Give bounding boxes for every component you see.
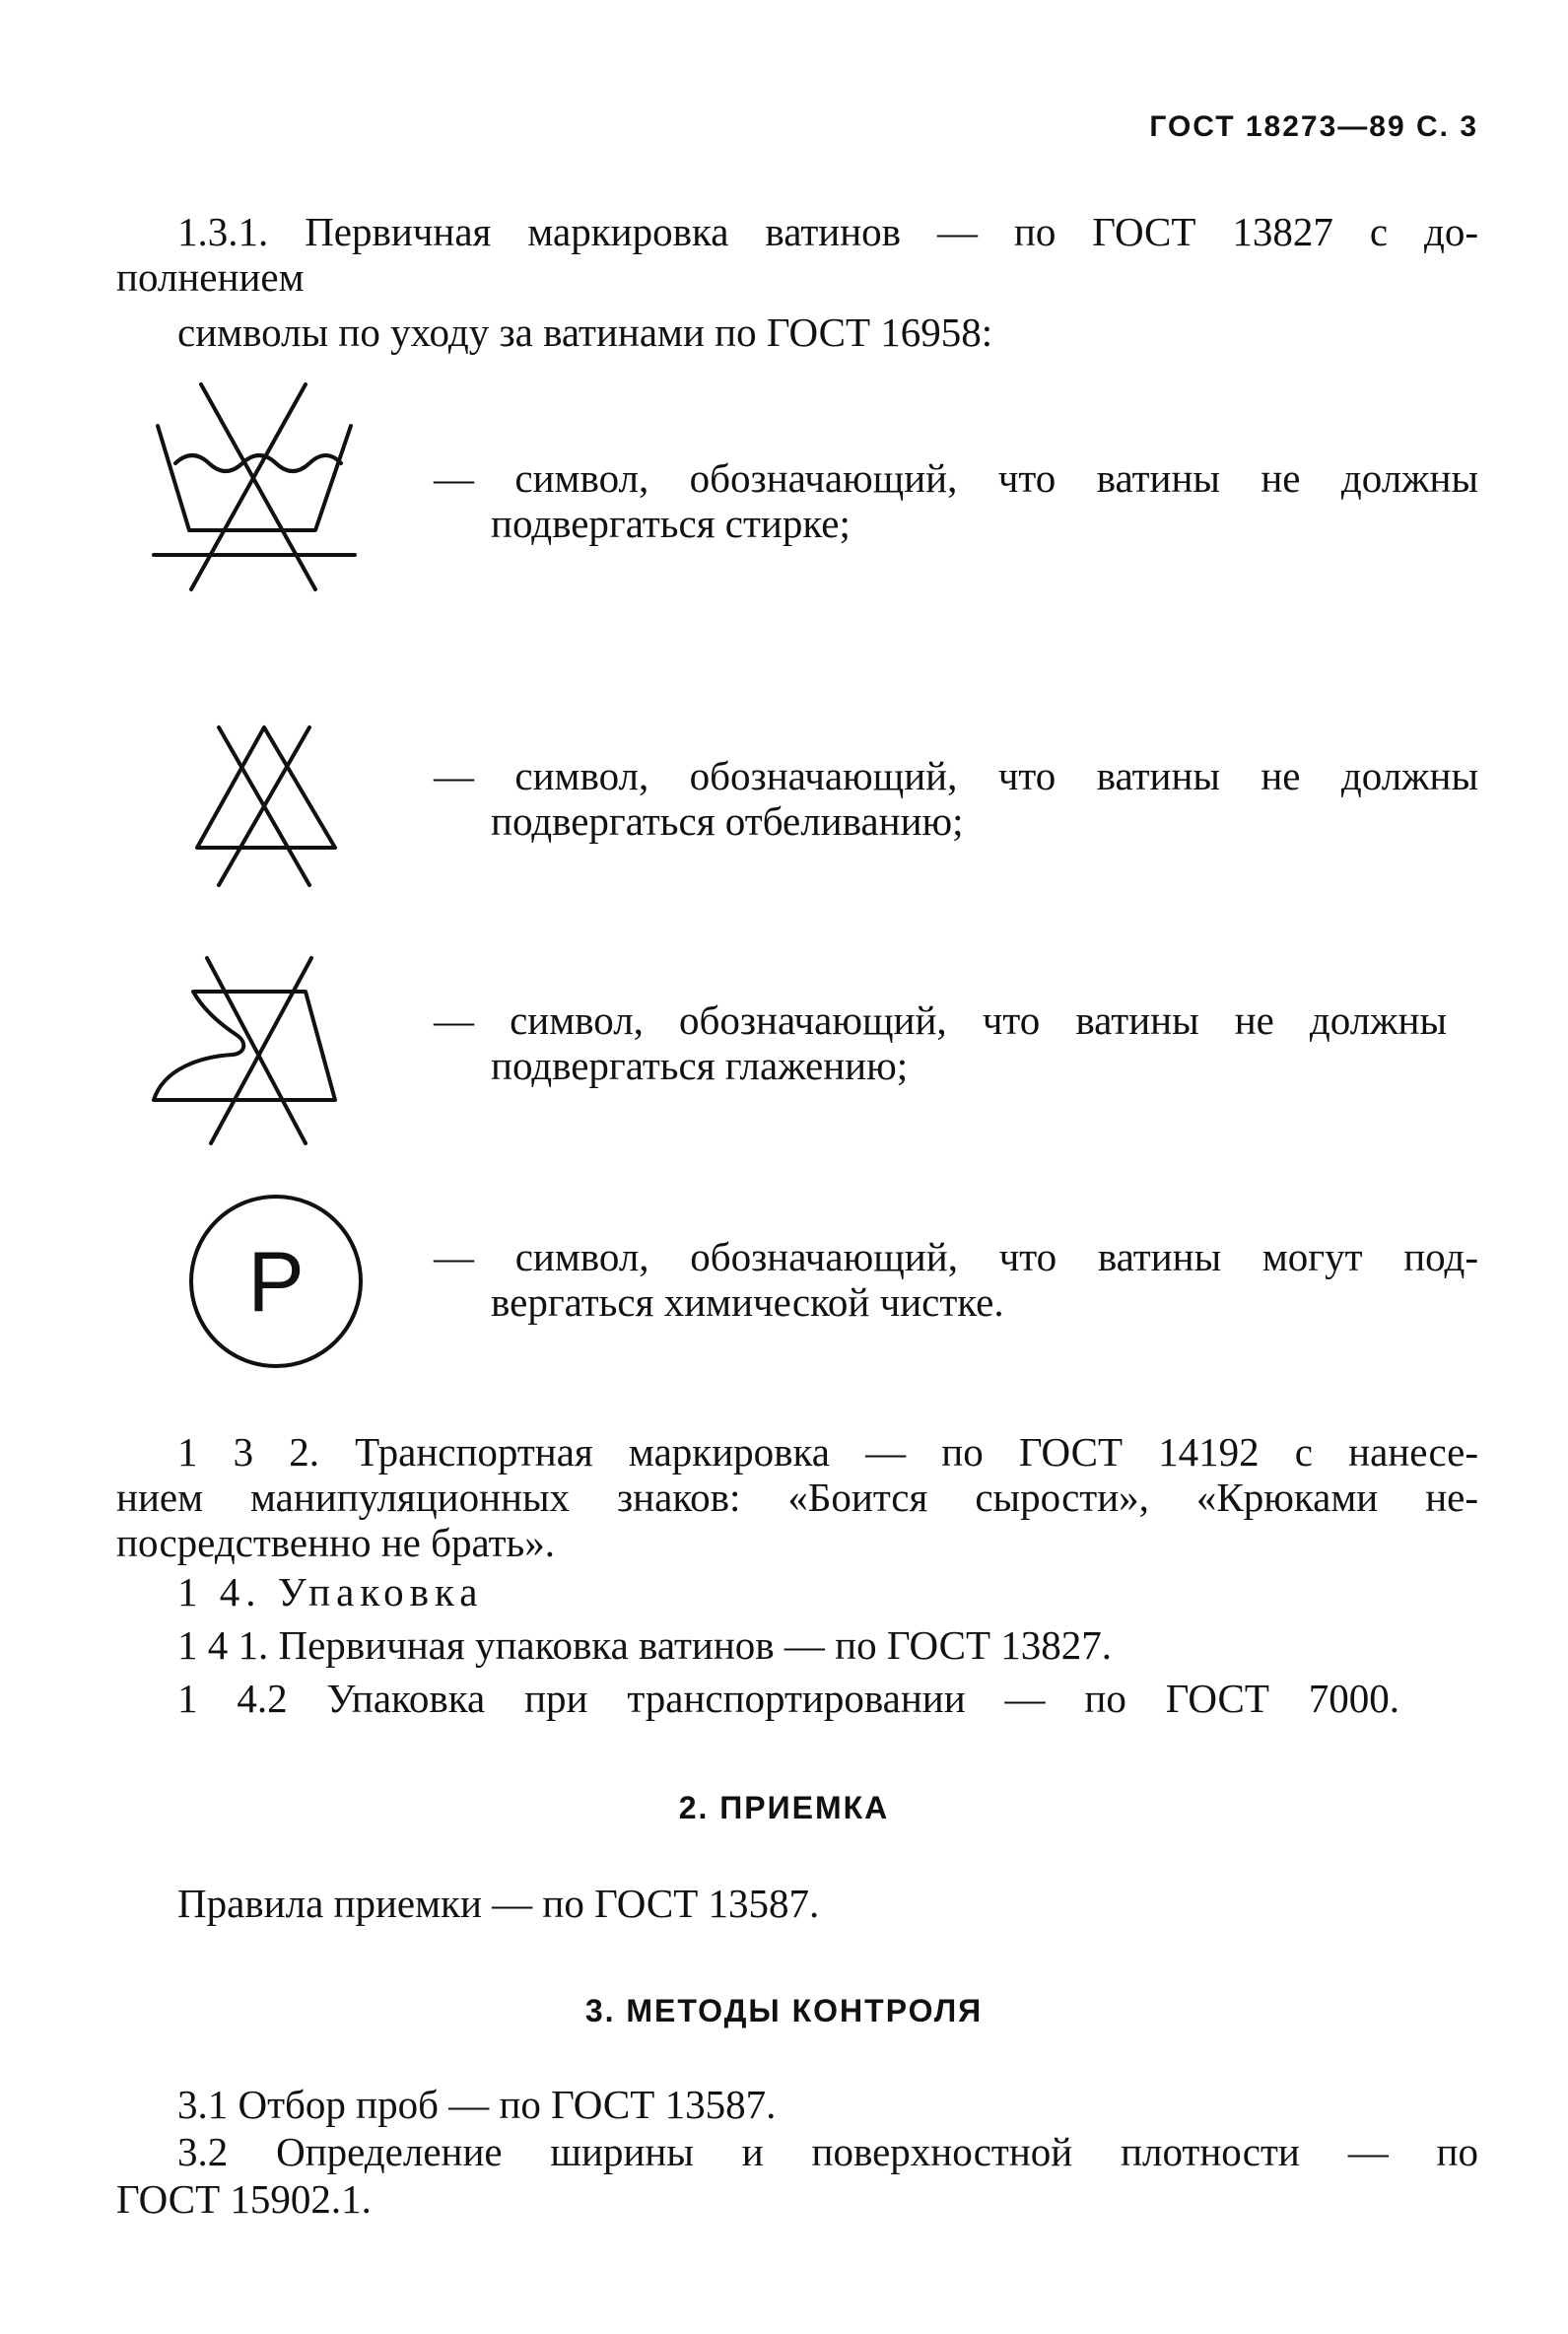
symbol-3-desc-line-1: — символ, обозначающий, что ватины не должны <box>434 997 1447 1043</box>
section-2-heading: 2. ПРИЕМКА <box>678 1790 890 1825</box>
no-iron-icon <box>148 958 355 1145</box>
symbol-4-desc-line-1: — символ, обозначающий, что ватины могут под- <box>434 1234 1478 1279</box>
dry-clean-p-letter: P <box>247 1235 305 1330</box>
section-3-heading: 3. МЕТОДЫ КОНТРОЛЯ <box>584 1993 984 2028</box>
dry-clean-p-icon <box>187 1193 365 1370</box>
para-1-3-1-line-3: символы по уходу за ватинами по ГОСТ 16958: <box>177 309 993 355</box>
page-header: ГОСТ 18273—89 С. 3 <box>1149 110 1478 143</box>
symbol-2-desc-line-1: — символ, обозначающий, что ватины не должны <box>434 753 1478 798</box>
symbol-3-desc-line-2: подвергаться глажению; <box>491 1043 909 1088</box>
section-2-text: Правила приемки — по ГОСТ 13587. <box>177 1881 820 1926</box>
section-1-4-title: 1 4. Упаковка <box>177 1569 484 1614</box>
para-3-1: 3.1 Отбор проб — по ГОСТ 13587. <box>177 2082 777 2127</box>
no-wash-icon <box>148 384 365 591</box>
para-1-4-1: 1 4 1. Первичная упаковка ватинов — по ГОСТ 13827. <box>177 1622 1113 1668</box>
symbol-1-desc-line-2: подвергаться стирке; <box>491 501 851 546</box>
para-1-3-2-line-3: посредственно не брать». <box>116 1520 555 1565</box>
para-1-4-2: 1 4.2 Упаковка при транспортировании — по ГОСТ 7000. <box>177 1676 1399 1721</box>
symbol-1-desc-line-1: — символ, обозначающий, что ватины не должны <box>434 455 1478 501</box>
para-1-3-2-line-1: 1 3 2. Транспортная маркировка — по ГОСТ 14192 с нанесе- <box>177 1429 1478 1475</box>
para-3-2-line-2: ГОСТ 15902.1. <box>116 2176 372 2222</box>
para-1-3-1-line-1: 1.3.1. Первичная маркировка ватинов — по ГОСТ 13827 с до- <box>177 209 1478 254</box>
symbol-2-desc-line-2: подвергаться отбеливанию; <box>491 798 964 844</box>
para-1-3-2-line-2: нием манипуляционных знаков: «Боится сырости», «Крюками не- <box>116 1475 1478 1520</box>
para-1-3-1-line-2: полнением <box>116 254 305 300</box>
symbol-4-desc-line-2: вергаться химической чистке. <box>491 1279 1004 1325</box>
no-bleach-icon <box>193 721 341 889</box>
para-3-2-line-1: 3.2 Определение ширины и поверхностной плотности — по <box>177 2129 1478 2174</box>
